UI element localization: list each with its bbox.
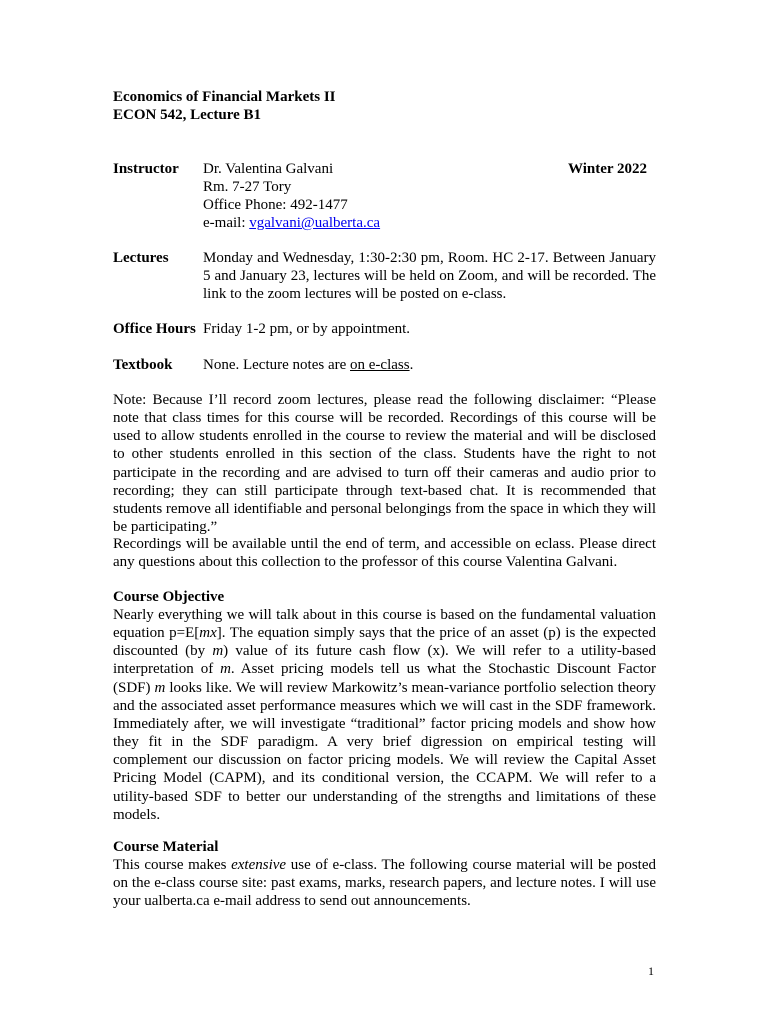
email-prefix: e-mail: (203, 215, 250, 231)
eclass-link[interactable]: on e-class (350, 357, 410, 373)
textbook-suffix: . (409, 357, 414, 373)
course-material-heading: Course Material (113, 839, 219, 855)
instructor-room: Rm. 7-27 Tory (203, 179, 292, 195)
instructor-label: Instructor (113, 161, 179, 177)
course-material-text: This course makes extensive use of e-class. The following course material will be posted on the e-class course site: past exams, marks, research papers, and lecture notes. I will use your ualberta.ca e-mail address to send out announcements. (113, 857, 657, 910)
office-hours-text: Friday 1-2 pm, or by appointment. (203, 321, 411, 337)
email-link[interactable]: vgalvani@ualberta.ca (249, 215, 381, 231)
textbook-prefix: None. Lecture notes are (203, 357, 351, 373)
lectures-text: Monday and Wednesday, 1:30-2:30 pm, Room. HC 2-17. Between January 5 and January 23, lectures will be held on Zoom, and will be recorded. The link to the zoom lectures will be posted on e-class. (203, 250, 656, 303)
course-objective-text: Nearly everything we will talk about in this course is based on the fundamental valuation equation p=E[mx]. The equation simply says that the price of an asset (p) is the expected discounted (by m) value of its future cash flow (x). We will refer to a utility-based interpretation of m. Asset pricing models tell us what the Stochastic Discount Factor (SDF) m looks like. We will review Markowitz’s mean-variance portfolio selection theory and the associated asset performance measures which we will cast in the SDF framework. Immediately after, we will investigate “traditional” factor pricing models and show how they fit in the SDF paradigm. A very brief digression on empirical testing will complement our discussion on factor pricing models. We will review the Capital Asset Pricing Model (CAPM), and its conditional version, the CCAPM. We will refer to a utility-based SDF to better our understanding of the strengths and limitations of these models. (113, 607, 657, 823)
textbook-label: Textbook (113, 357, 173, 373)
instructor-email-line (203, 214, 380, 232)
lectures-label: Lectures (113, 250, 169, 266)
course-title: Economics of Financial Markets II (113, 89, 336, 105)
course-code: ECON 542, Lecture B1 (113, 107, 262, 123)
textbook-text (203, 356, 413, 374)
instructor-phone: Office Phone: 492-1477 (203, 197, 348, 213)
course-objective-heading: Course Objective (113, 589, 225, 605)
recording-disclaimer: Note: Because I’ll record zoom lectures, please read the following disclaimer: “Please note that class times for this course will be recorded. Recordings of this course will be used to allow students enrolled in the course to review the material and will be disclosed to other students enrolled in this section of the class. Students have the right to not participate in the recording and are advised to turn off their cameras and audio prior to recording; they can still participate through text-based chat. It is recommended that students remove all identifiable and personal belongings from the space in which they will be participating.” (113, 392, 656, 536)
term-label: Winter 2022 (568, 161, 648, 177)
instructor-name: Dr. Valentina Galvani (203, 161, 334, 177)
page-number: 1 (648, 964, 654, 978)
office-hours-label: Office Hours (113, 321, 196, 337)
recording-availability: Recordings will be available until the end of term, and accessible on eclass. Please direct any questions about this collection to the professor of this course Valentina Galvani. (113, 536, 656, 571)
